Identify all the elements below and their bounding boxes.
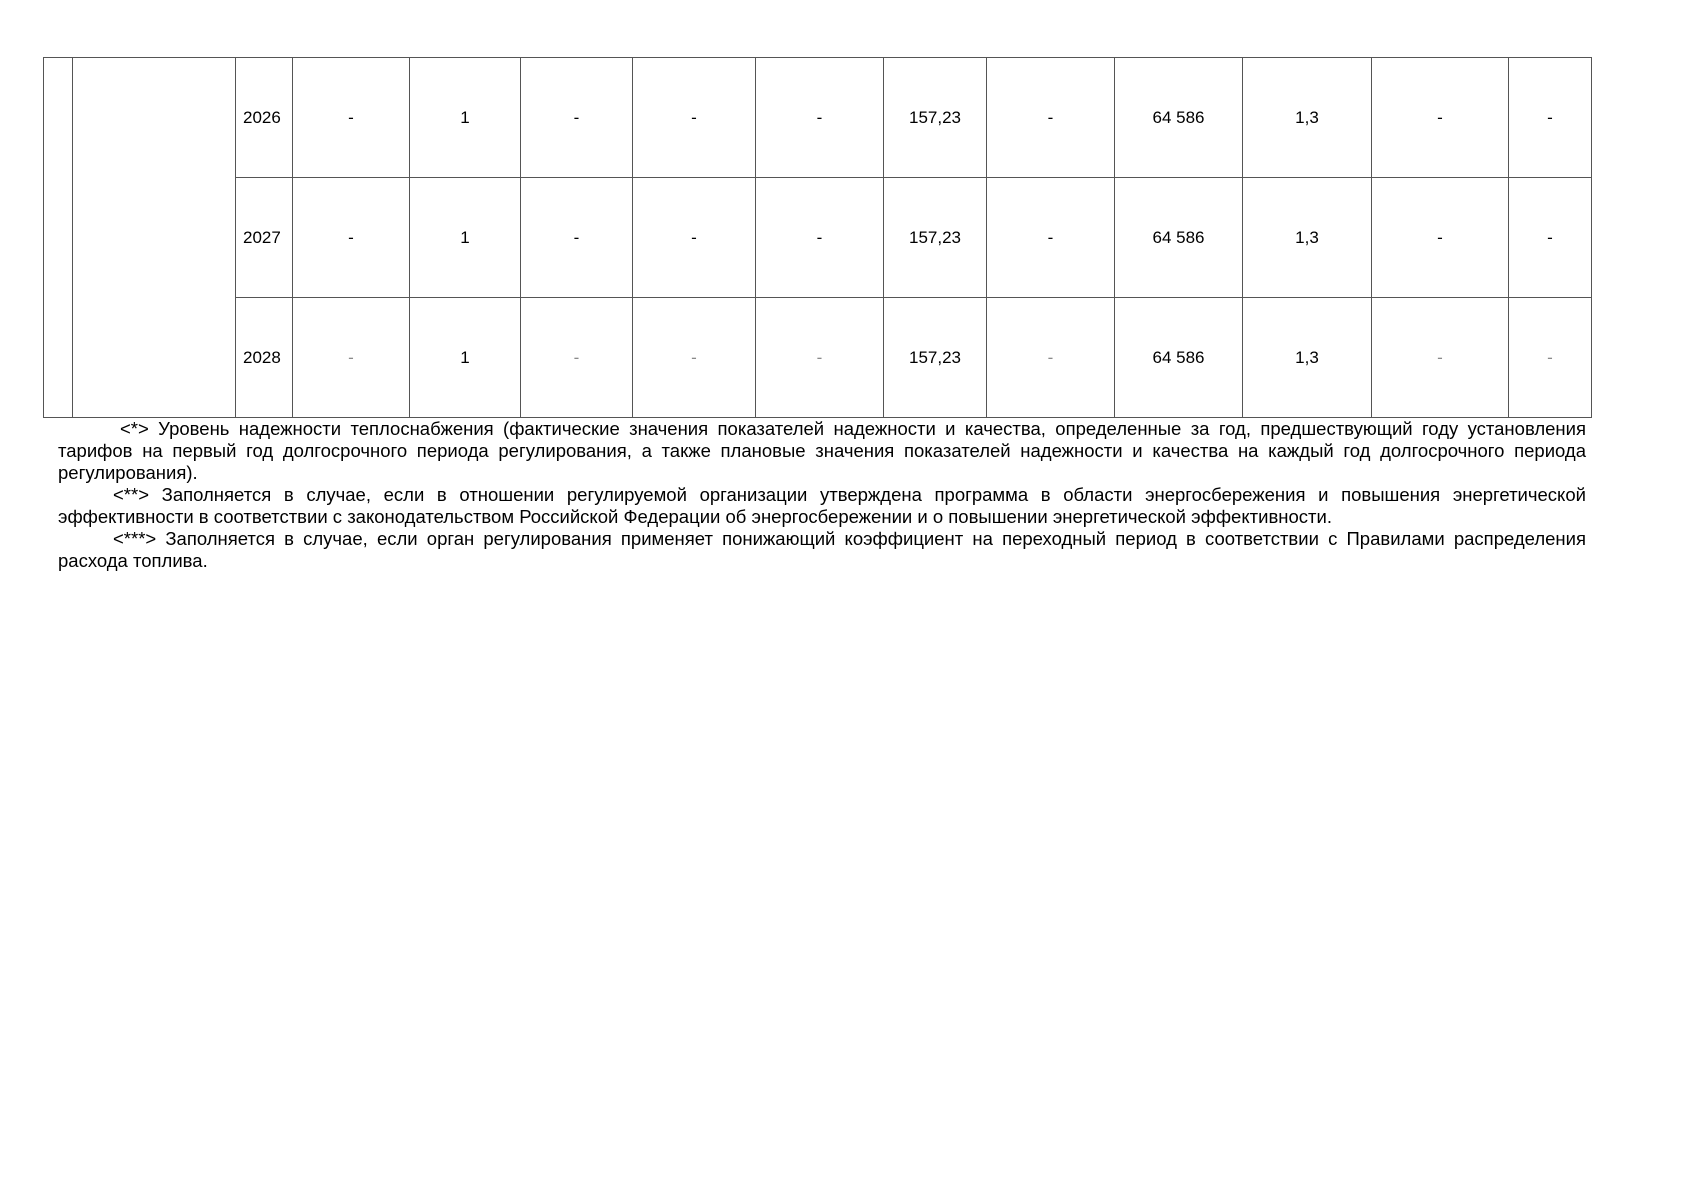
- table-cell: -: [521, 178, 633, 298]
- table-cell: -: [987, 298, 1115, 418]
- table-cell: 64 586: [1115, 58, 1243, 178]
- table-cell: 64 586: [1115, 298, 1243, 418]
- table-cell: -: [1509, 178, 1592, 298]
- table-cell: 1: [410, 58, 521, 178]
- table-cell: 157,23: [884, 298, 987, 418]
- table-cell: -: [293, 298, 410, 418]
- table-cell: 1,3: [1243, 58, 1372, 178]
- year-cell: 2027: [236, 178, 293, 298]
- table-cell: -: [1372, 178, 1509, 298]
- table-cell: 64 586: [1115, 178, 1243, 298]
- table-cell: 1: [410, 178, 521, 298]
- table-cell: -: [756, 58, 884, 178]
- table-cell: -: [1509, 58, 1592, 178]
- row-number-cell: [44, 58, 73, 418]
- table-cell: -: [987, 178, 1115, 298]
- table-cell: 1,3: [1243, 178, 1372, 298]
- footnote-energy-saving: <**> Заполняется в случае, если в отношении регулируемой организации утверждена программа в области энергосбережения и повышения энергетической эффективности в соответствии с законодательством Российской Федерации об энергосбережении и о повышении энергетической эффективности.: [58, 484, 1586, 527]
- table-cell: -: [756, 298, 884, 418]
- table-cell: -: [633, 298, 756, 418]
- table-row: [44, 298, 1592, 418]
- table-cell: -: [1509, 298, 1592, 418]
- table-cell: -: [1372, 298, 1509, 418]
- table-row: [44, 178, 1592, 298]
- year-cell: 2028: [236, 298, 293, 418]
- table-cell: -: [521, 58, 633, 178]
- organization-name-cell: [73, 58, 236, 418]
- table-cell: -: [1372, 58, 1509, 178]
- table-cell: -: [987, 58, 1115, 178]
- table-cell: 157,23: [884, 178, 987, 298]
- table-cell: 1: [410, 298, 521, 418]
- table-cell: -: [293, 58, 410, 178]
- table-cell: -: [521, 298, 633, 418]
- table-row: [44, 58, 1592, 178]
- footnotes: [58, 418, 1586, 572]
- table-cell: 1,3: [1243, 298, 1372, 418]
- year-cell: 2026: [236, 58, 293, 178]
- table-cell: -: [293, 178, 410, 298]
- footnote-reliability: <*> Уровень надежности теплоснабжения (фактические значения показателей надежности и качества, определенные за год, предшествующий году установления тарифов на первый год долгосрочного периода регулирования, а также плановые значения показателей надежности и качества на каждый год долгосрочного периода регулирования).: [58, 418, 1586, 483]
- table-cell: -: [633, 178, 756, 298]
- table-cell: -: [633, 58, 756, 178]
- table-cell: 157,23: [884, 58, 987, 178]
- footnote-reduction-coefficient: <***> Заполняется в случае, если орган регулирования применяет понижающий коэффициент на переходный период в соответствии с Правилами распределения расхода топлива.: [58, 528, 1586, 571]
- table-cell: -: [756, 178, 884, 298]
- indicators-table: [43, 57, 1592, 418]
